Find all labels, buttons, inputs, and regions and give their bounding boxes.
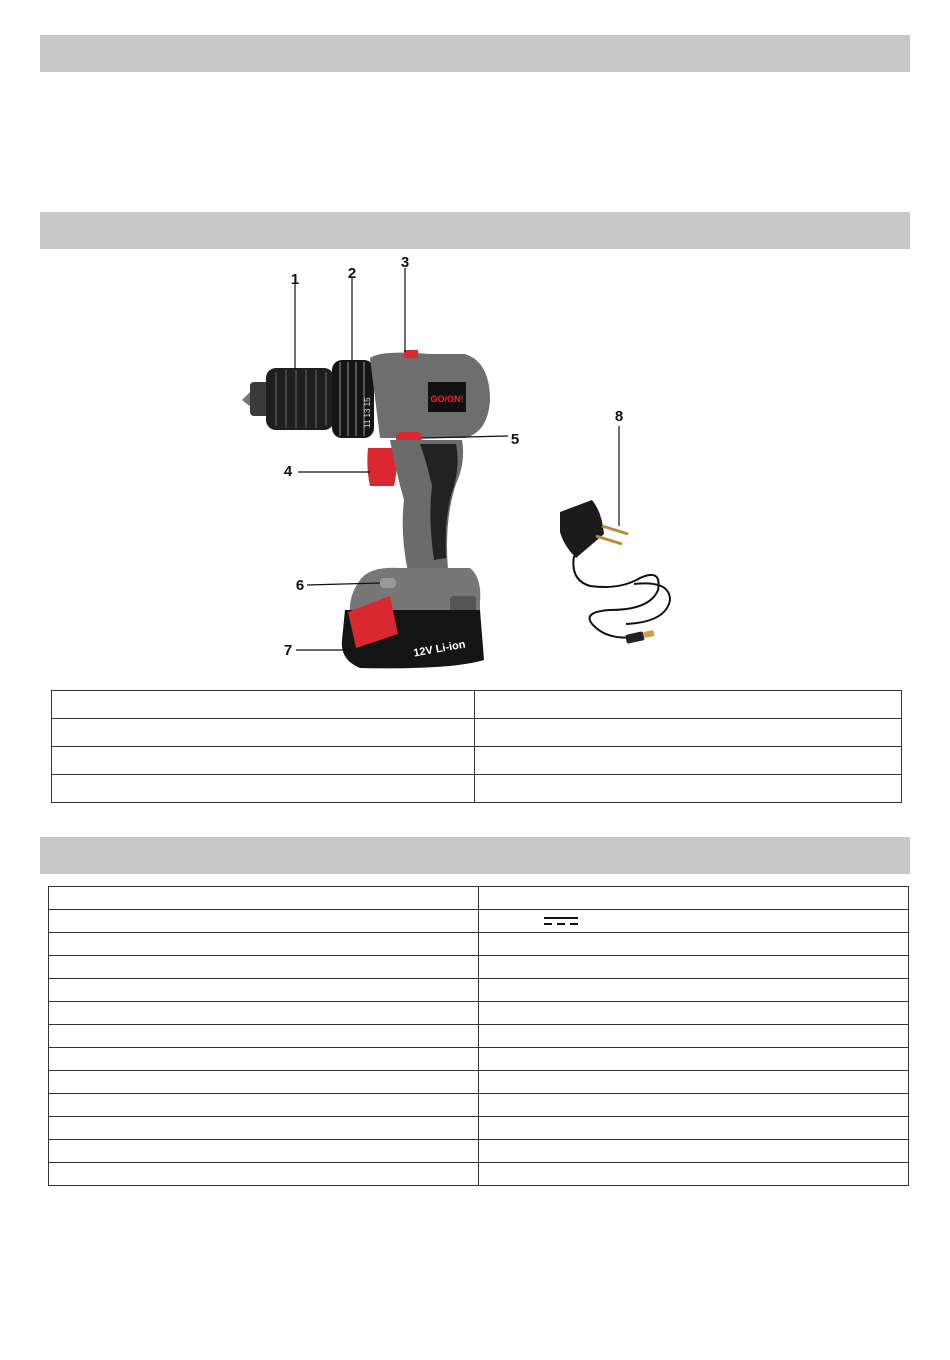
table-cell [52,747,475,775]
table-cell [49,1163,479,1186]
product-figure [230,250,710,680]
table-cell [479,979,909,1002]
table-cell [49,1094,479,1117]
table-row [52,747,902,775]
callout-4: 4 [283,463,293,480]
table-cell [49,1002,479,1025]
chuck-icon [242,368,334,430]
table-row [49,933,909,956]
table-row [49,1025,909,1048]
table-cell [479,887,909,910]
spec-table [48,886,909,1186]
trigger-icon [367,448,396,486]
table-cell [49,1140,479,1163]
table-cell [475,775,902,803]
table-cell [479,910,909,933]
table-cell [49,956,479,979]
table-cell [52,775,475,803]
table-cell [49,1048,479,1071]
svg-text:12V Li-ion: 12V Li-ion [412,638,467,660]
table-cell [49,910,479,933]
table-cell [479,1094,909,1117]
charger-icon [560,500,670,644]
table-row [49,1163,909,1186]
table-row [49,1048,909,1071]
callout-3: 3 [400,254,410,271]
parts-table [51,690,902,803]
table-row [49,1140,909,1163]
callout-8: 8 [614,408,624,425]
table-cell [52,691,475,719]
callout-5: 5 [510,431,520,448]
svg-text:GO/ON!: GO/ON! [430,394,464,404]
table-row [49,1002,909,1025]
table-row [49,956,909,979]
table-cell [49,1117,479,1140]
table-cell [475,719,902,747]
section-header-2 [40,212,910,249]
table-cell [479,956,909,979]
callout-6: 6 [295,577,305,594]
table-row [49,1094,909,1117]
table-row [49,910,909,933]
table-cell [479,1048,909,1071]
table-cell [475,691,902,719]
table-cell [479,1025,909,1048]
table-cell [49,887,479,910]
table-cell [49,979,479,1002]
table-row [52,719,902,747]
table-cell [49,1025,479,1048]
callout-1: 1 [290,271,300,288]
table-row [52,691,902,719]
battery-release-icon [380,578,396,588]
table-cell [49,1071,479,1094]
table-cell [475,747,902,775]
table-cell [479,1002,909,1025]
callout-2: 2 [347,265,357,282]
table-row [49,979,909,1002]
svg-text:11 13 15: 11 13 15 [363,397,372,428]
section-header-3 [40,837,910,874]
table-cell [479,1117,909,1140]
dc-current-icon [543,914,579,928]
section-header-1 [40,35,910,72]
table-cell [479,933,909,956]
table-cell [479,1163,909,1186]
table-row [52,775,902,803]
table-cell [52,719,475,747]
callout-7: 7 [283,642,293,659]
torque-ring-icon [332,360,374,438]
table-cell [479,1140,909,1163]
table-row [49,1117,909,1140]
table-row [49,1071,909,1094]
table-cell [479,1071,909,1094]
table-row [49,887,909,910]
table-cell [49,933,479,956]
